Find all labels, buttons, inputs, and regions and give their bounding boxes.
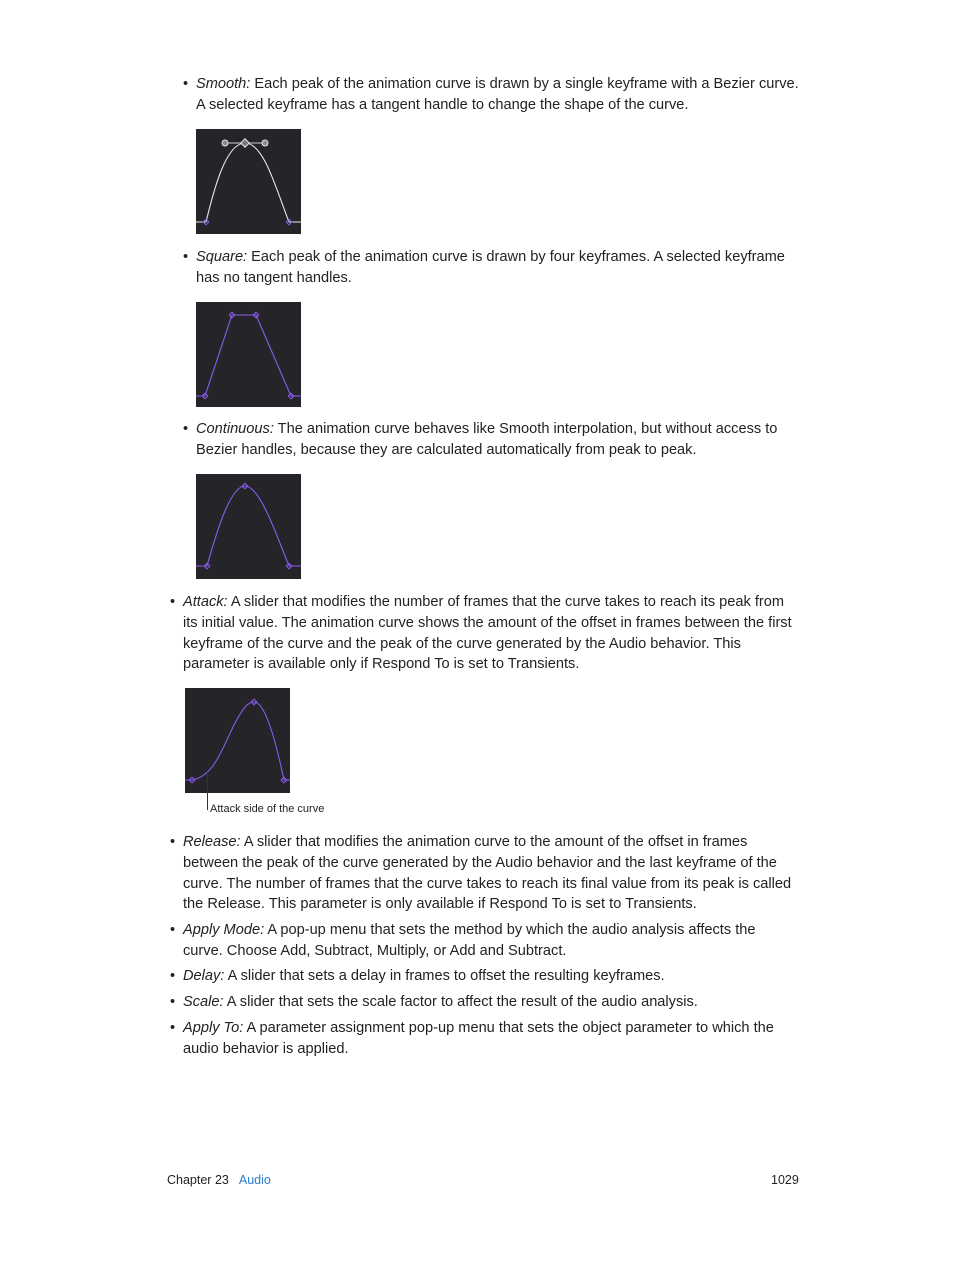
bullet-dot: • bbox=[170, 834, 176, 850]
footer-section-link[interactable]: Audio bbox=[238, 1173, 271, 1187]
term-apply-mode: Apply Mode: bbox=[183, 922, 265, 938]
smooth-curve-figure bbox=[196, 129, 301, 234]
footer-chapter: Chapter 23 bbox=[167, 1173, 229, 1187]
bullet-square bbox=[183, 247, 796, 289]
bullet-dot: • bbox=[170, 594, 176, 610]
term-delay: Delay: bbox=[183, 968, 225, 984]
bullet-attack bbox=[170, 592, 798, 675]
desc-apply-to: A parameter assignment pop-up menu that sets the object parameter to which the audio behavior is applied. bbox=[183, 1020, 774, 1057]
attack-curve-figure bbox=[185, 688, 290, 793]
bullet-dot: • bbox=[170, 922, 176, 938]
bullet-dot: • bbox=[183, 421, 189, 437]
bullet-apply-to bbox=[170, 1018, 798, 1060]
desc-release: A slider that modifies the animation curve to the amount of the offset in frames between the peak of the curve generated by the Audio behavior and the last keyframe of the curve. The number of frames that the curve takes to reach its final value from its peak is called the Release. This parameter is only available if Respond To is set to Transients. bbox=[183, 834, 792, 913]
desc-smooth: Each peak of the animation curve is drawn by a single keyframe with a Bezier curve. A selected keyframe has a tangent handle to change the shape of the curve. bbox=[196, 76, 799, 113]
bullet-continuous bbox=[183, 419, 796, 461]
desc-scale: A slider that sets the scale factor to affect the result of the audio analysis. bbox=[223, 994, 698, 1010]
page-number: 1029 bbox=[771, 1173, 799, 1187]
desc-apply-mode: A pop-up menu that sets the method by which the audio analysis affects the curve. Choose Add, Subtract, Multiply, or Add and Subtract. bbox=[183, 922, 756, 959]
page-footer bbox=[167, 1173, 271, 1187]
term-smooth: Smooth: bbox=[196, 76, 251, 92]
callout-attack-side: Attack side of the curve bbox=[210, 803, 325, 815]
term-continuous: Continuous: bbox=[196, 421, 274, 437]
term-release: Release: bbox=[183, 834, 241, 850]
bullet-delay bbox=[170, 966, 798, 987]
term-scale: Scale: bbox=[183, 994, 224, 1010]
term-attack: Attack: bbox=[183, 594, 228, 610]
bullet-dot: • bbox=[183, 249, 189, 265]
desc-continuous: The animation curve behaves like Smooth interpolation, but without access to Bezier handles, because they are calculated automatically from peak to peak. bbox=[196, 421, 778, 458]
bullet-smooth bbox=[183, 74, 806, 116]
bullet-apply-mode bbox=[170, 920, 773, 962]
bullet-dot: • bbox=[170, 1020, 176, 1036]
desc-attack: A slider that modifies the number of frames that the curve takes to reach its peak from its initial value. The animation curve shows the amount of the offset in frames between the first keyframe of the curve and the peak of the curve generated by the Audio behavior. This parameter is available only if Respond To is set to Transients. bbox=[183, 594, 792, 673]
continuous-curve-figure bbox=[196, 474, 301, 579]
term-apply-to: Apply To: bbox=[183, 1020, 244, 1036]
bullet-release bbox=[170, 832, 798, 915]
bullet-scale bbox=[170, 992, 798, 1013]
term-square: Square: bbox=[196, 249, 248, 265]
bullet-dot: • bbox=[183, 76, 189, 92]
bullet-dot: • bbox=[170, 968, 176, 984]
desc-delay: A slider that sets a delay in frames to offset the resulting keyframes. bbox=[224, 968, 665, 984]
square-curve-figure bbox=[196, 302, 301, 407]
bullet-dot: • bbox=[170, 994, 176, 1010]
desc-square: Each peak of the animation curve is drawn by four keyframes. A selected keyframe has no tangent handles. bbox=[196, 249, 785, 286]
callout-line bbox=[207, 772, 208, 810]
